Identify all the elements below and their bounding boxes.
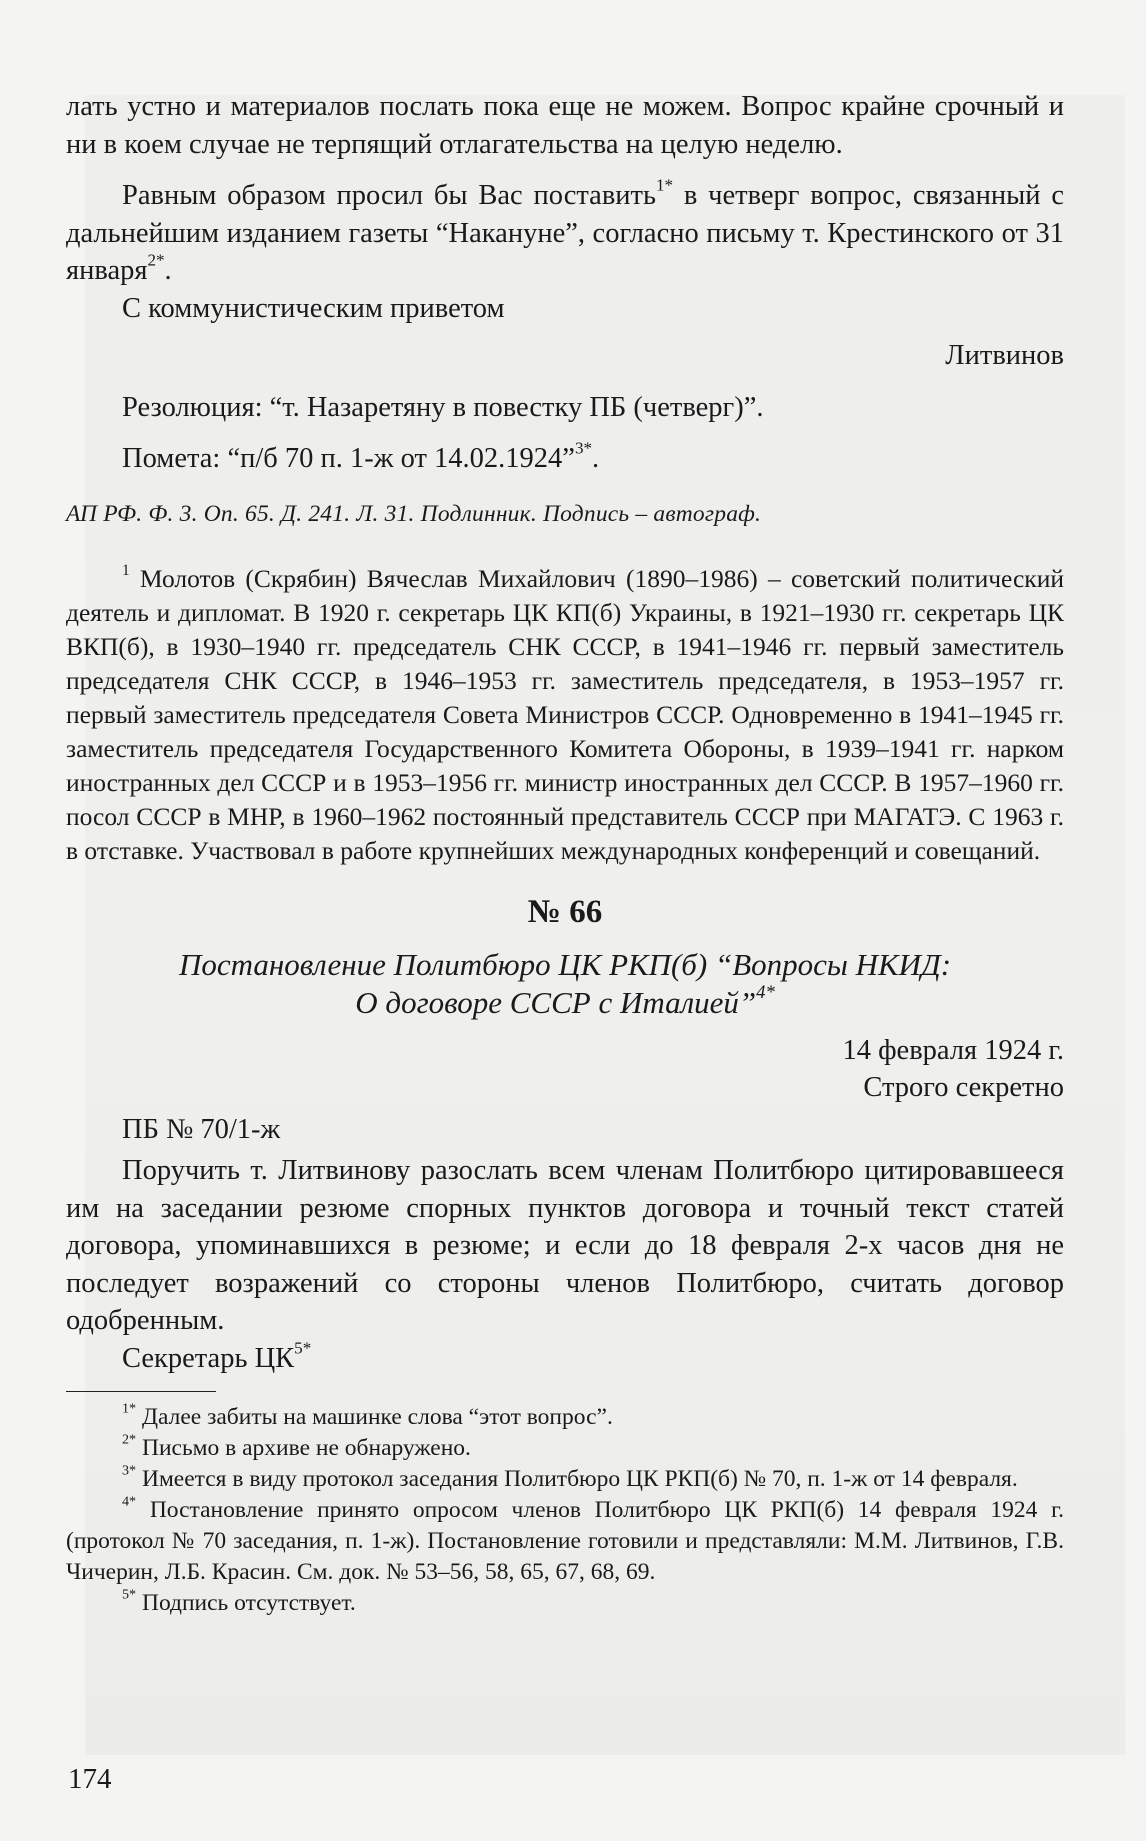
footnote-item: $^{2*}$ Письмо в архиве не обнаружено. [122, 1431, 471, 1461]
footnotes [66, 1402, 1064, 1619]
footnote-item: $^{3*}$ Имеется в виду протокол заседания Политбюро ЦК РКП(б) № 70, п. 1-ж от 14 февраля. [122, 1462, 1018, 1492]
biographical-note-mark: 1 [122, 561, 130, 579]
document-title [66, 946, 1064, 1022]
footnote-ref-1: 1* [655, 175, 674, 195]
document-title-line-2: О договоре СССР с Италией”$^{4*}$ [355, 981, 775, 1020]
footnote-item: $^{1*}$ Далее забиты на машинке слова “этот вопрос”. [122, 1400, 613, 1430]
document-title-line-1: Постановление Политбюро ЦК РКП(б) “Вопросы НКИД: [178, 946, 952, 982]
footnote-item: $^{5*}$ Подпись отсутствует. [122, 1586, 356, 1616]
page-content [66, 88, 1064, 1619]
document-number: № 66 [527, 893, 603, 930]
footnote-divider [66, 1391, 216, 1392]
biographical-note: $^1$ Молотов (Скрябин) Вячеслав Михайлович (1890–1986) – советский политический деятель и дипломат. В 1920 г. секретарь ЦК КП(б) Украины, в 1921–1930 гг. секретарь ЦК ВКП(б), в 1930–1940 гг. председатель СНК СССР, в 1941–1946 гг. первый заместитель председателя СНК СССР, в 1946–1953 гг. заместитель председателя, в 1953–1957 гг. первый заместитель председателя Совета Министров СССР. Одновременно в 1941–1945 гг. заместитель председателя Государственного Комитета Обороны, в 1939–1941 гг. нарком иностранных дел СССР и в 1953–1956 гг. министр иностранных дел СССР. В 1957–1960 гг. посол СССР в МНР, в 1960–1962 постоянный представитель СССР при МАГАТЭ. С 1963 г. в отставке. Участвовал в работе крупнейших международных конференций и совещаний. [66, 561, 1064, 865]
footnote-item: $^{4*}$ Постановление принято опросом членов Политбюро ЦК РКП(б) 14 февраля 1924 г. (протокол № 70 заседания, п. 1-ж). Постановление готовили и представляли: М.М. Литвинов, Г.В. Чичерин, Л.Б. Красин. См. док. № 53–56, 58, 65, 67, 68, 69. [66, 1493, 1064, 1585]
footnote-ref-5: 5* [294, 1337, 312, 1357]
letter-signature: Литвинов [945, 340, 1064, 371]
document-signer: Секретарь $ЦК^{5*}$ [122, 1337, 312, 1374]
resolution-body: Поручить т. Литвинову разослать всем членам Политбюро цитировавшееся им на заседании резюме спорных пунктов договора и точный текст статей договора, упоминавшихся в резюме; и если до 18 февраля 2-х часов дня не последует возражений со стороны членов Политбюро, считать договор одобренным. [66, 1155, 1064, 1336]
resolution: Резолюция: “т. Назаретяну в повестку ПБ (четверг)”. [122, 391, 764, 423]
letter-closing: С коммунистическим приветом [122, 292, 505, 324]
protocol-number: ПБ № 70/1-ж [122, 1113, 281, 1145]
document-classification: Строго секретно [863, 1072, 1064, 1103]
annotation-note: Помета: “п/б 70 п. 1-ж от 14.02.1924”$^{3*}$. [122, 438, 600, 474]
document-date: 14 февраля 1924 г. [842, 1034, 1064, 1066]
page-number: 174 [68, 1763, 112, 1795]
archive-reference: АП РФ. Ф. 3. Оп. 65. Д. 241. Л. 31. Подлинник. Подпись – автограф. [66, 500, 762, 527]
footnote-ref-2: 2* [147, 250, 165, 270]
letter-paragraph-2: Равным образом просил бы Вас поставить$^{1*}$ в четверг вопрос, связанный с дальнейшим изданием газеты “Накануне”, согласно письму т. Крестинского от 31 января$^{2*}$. [66, 175, 1064, 286]
letter-paragraph-1: лать устно и материалов послать пока еще не можем. Вопрос крайне срочный и ни в коем случае не терпящий отлагательства на целую неделю. [66, 91, 1064, 160]
footnote-ref-3: 3* [574, 438, 593, 458]
footnote-ref-4: 4* [756, 981, 775, 1003]
